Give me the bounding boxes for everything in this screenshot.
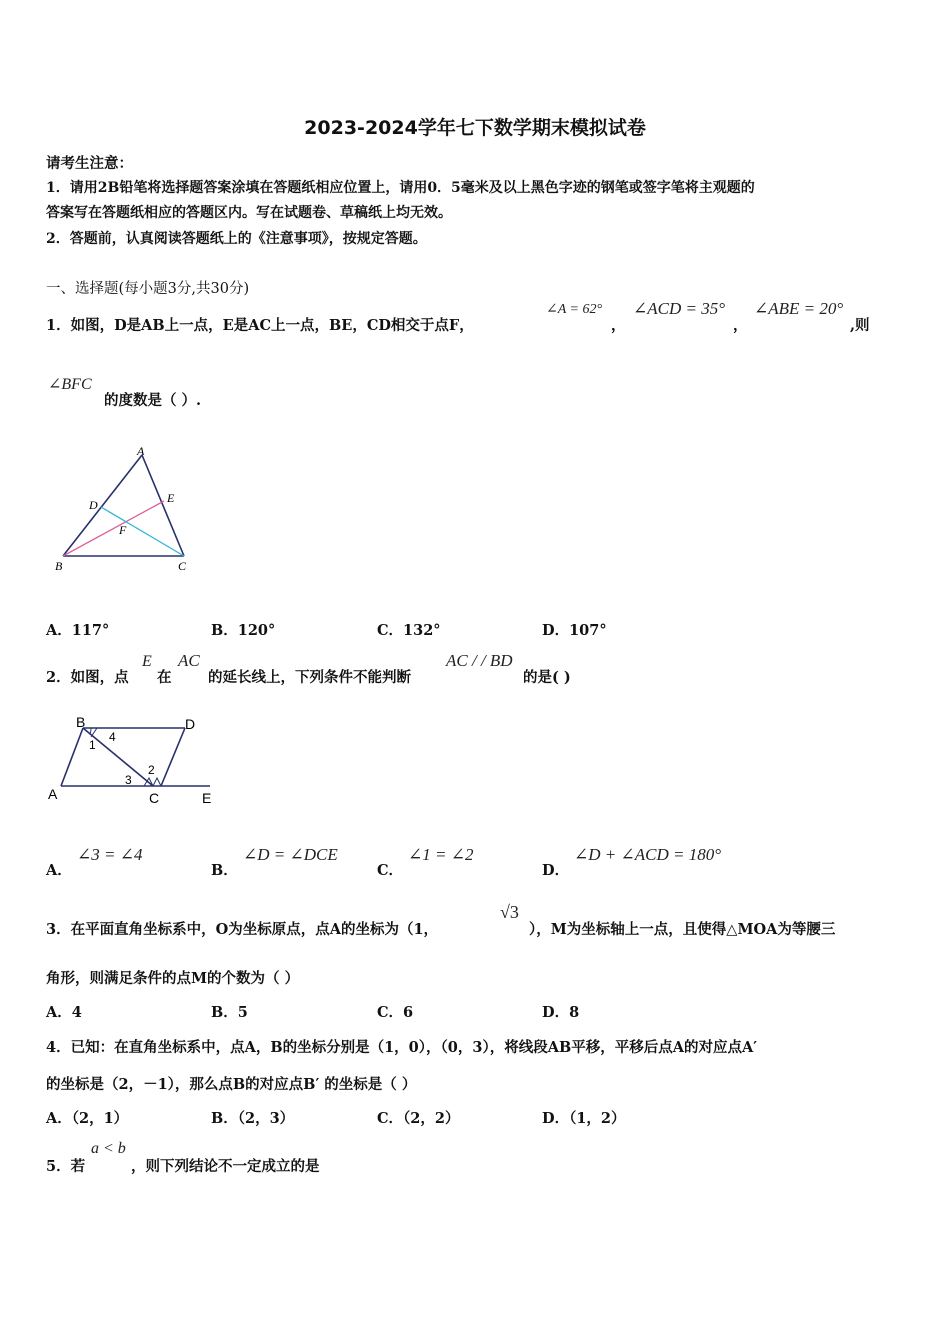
line-ac: [142, 455, 184, 556]
q2-parallelogram-figure: [45, 710, 220, 810]
q3-text-1: 3．在平面直角坐标系中，O为坐标原点，点A的坐标为（1，: [46, 921, 439, 938]
q2-line-ac: AC: [178, 651, 200, 670]
q3-text-2: ），M为坐标轴上一点，且使得△MOA为等腰三: [529, 921, 836, 938]
line-be: [63, 501, 164, 556]
q4-option-a[interactable]: A．（2，1）: [46, 1110, 129, 1127]
q3-option-a[interactable]: A．4: [46, 1004, 82, 1021]
q4-line-2: 的坐标是（2，－1），那么点B的对应点B′ 的坐标是（ ）: [46, 1076, 417, 1093]
q1-option-b[interactable]: B．120°: [211, 622, 276, 639]
line-ab: [61, 728, 83, 786]
q5-inequality: a < b: [91, 1140, 126, 1157]
label-a: A: [48, 786, 58, 802]
label-4: 4: [109, 730, 116, 744]
q1-option-c[interactable]: C．132°: [377, 622, 441, 639]
q2-option-c-label[interactable]: C．: [377, 862, 404, 879]
label-d: D: [89, 498, 98, 512]
q3-sqrt3: √3: [500, 902, 519, 922]
page-title: 2023-2024学年七下数学期末模拟试卷: [304, 117, 646, 139]
line-bc: [83, 728, 153, 786]
q5-text-1: 5．若: [46, 1158, 86, 1175]
notice-line-1: 1．请用2B铅笔将选择题答案涂填在答题纸相应位置上，请用0．5毫米及以上黑色字迹的钢笔或签字笔将主观题的: [46, 180, 755, 196]
label-c: C: [178, 559, 187, 573]
line-ab: [63, 455, 142, 556]
q2-parallel: AC / / BD: [446, 651, 513, 670]
label-b: B: [76, 714, 86, 730]
q2-text-4: 的是( ): [523, 669, 571, 686]
q2-option-a-math[interactable]: ∠3 = ∠4: [77, 845, 143, 864]
q1-angle-a: ∠A = 62°: [546, 302, 603, 317]
q1-text: 1．如图，D是AB上一点，E是AC上一点，BE，CD相交于点F，: [46, 317, 474, 334]
q4-option-c[interactable]: C．（2，2）: [377, 1110, 460, 1127]
q1-sep-2: ，: [733, 317, 748, 334]
q2-option-d-label[interactable]: D．: [542, 862, 570, 879]
label-d: D: [185, 716, 196, 732]
q4-option-d[interactable]: D．（1，2）: [542, 1110, 626, 1127]
q1-option-d[interactable]: D．107°: [542, 622, 607, 639]
label-a: A: [137, 444, 145, 458]
q2-text-1: 2．如图，点: [46, 669, 129, 686]
q1-angle-abe: ∠ABE = 20°: [754, 299, 844, 318]
line-dc: [161, 728, 185, 786]
label-f: F: [119, 523, 127, 537]
q2-text-2: 在: [157, 669, 172, 686]
q5-text-2: ，则下列结论不一定成立的是: [131, 1158, 320, 1175]
q2-option-c-math[interactable]: ∠1 = ∠2: [408, 845, 474, 864]
q1-angle-acd: ∠ACD = 35°: [633, 299, 726, 318]
notice-line-2: 答案写在答题纸相应的答题区内。写在试题卷、草稿纸上均无效。: [46, 205, 452, 221]
label-1: 1: [89, 738, 96, 752]
q3-line-2: 角形，则满足条件的点M的个数为（ ）: [46, 970, 300, 987]
q1-angle-bfc: ∠BFC: [48, 376, 92, 393]
label-e: E: [202, 790, 212, 806]
label-c: C: [149, 790, 160, 806]
q2-point-e: E: [142, 653, 152, 670]
q1-sep-1: ，: [611, 317, 626, 334]
section-heading: 一、选择题(每小题3分,共30分): [46, 281, 250, 297]
q2-text-3: 的延长线上，下列条件不能判断: [208, 669, 411, 686]
q2-option-a-label[interactable]: A．: [46, 862, 72, 879]
label-e: E: [167, 491, 175, 505]
q1-end: ,则: [850, 317, 870, 334]
label-3: 3: [125, 773, 132, 787]
q4-option-b[interactable]: B．（2，3）: [211, 1110, 295, 1127]
angle-mark-4: [91, 728, 97, 737]
q2-option-d-math[interactable]: ∠D + ∠ACD = 180°: [574, 845, 722, 864]
label-b: B: [55, 559, 63, 573]
q1-option-a[interactable]: A．117°: [46, 622, 110, 639]
q3-option-b[interactable]: B．5: [211, 1004, 248, 1021]
q2-option-b-math[interactable]: ∠D = ∠DCE: [243, 845, 338, 864]
label-2: 2: [148, 763, 155, 777]
line-cd: [101, 507, 184, 556]
notice-line-3: 2．答题前，认真阅读答题纸上的《注意事项》，按规定答题。: [46, 231, 427, 247]
angle-mark-2: [153, 778, 161, 786]
q4-line-1: 4．已知：在直角坐标系中，点A，B的坐标分别是（1，0），（0，3），将线段AB平移，平移后点A的对应点A′: [46, 1039, 758, 1056]
q1-text-2: 的度数是（ ）.: [104, 392, 202, 409]
q2-option-b-label[interactable]: B．: [211, 862, 238, 879]
notice-heading: 请考生注意：: [46, 155, 133, 172]
q1-triangle-figure: [45, 440, 205, 580]
q3-option-d[interactable]: D．8: [542, 1004, 580, 1021]
q3-option-c[interactable]: C．6: [377, 1004, 414, 1021]
